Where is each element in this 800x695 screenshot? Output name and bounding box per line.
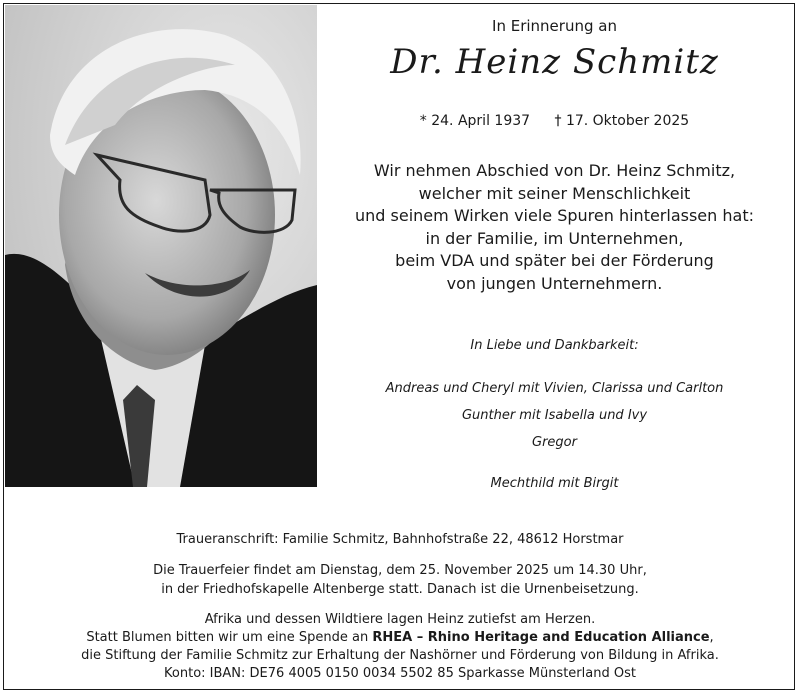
paragraph-line: von jungen Unternehmern. [446, 273, 663, 293]
paragraph-line: beim VDA und später bei der Förderung [395, 251, 714, 271]
portrait-image [5, 5, 317, 487]
donation-organization: RHEA – Rhino Heritage and Education Alliance [372, 630, 710, 645]
life-dates [317, 113, 792, 129]
family-member-line: Gregor [532, 435, 577, 450]
donation-text: Statt Blumen bitten wir um eine Spende an [86, 630, 369, 645]
bank-account: Konto: IBAN: DE76 4005 0150 0034 5502 85 Sparkasse Münsterland Ost [164, 666, 636, 681]
paragraph-line: welcher mit seiner Menschlichkeit [418, 183, 691, 203]
family-member-line: Andreas und Cheryl mit Vivien, Clarissa und Carlton [385, 381, 724, 396]
mourning-address: Traueranschrift: Familie Schmitz, Bahnhofstraße 22, 48612 Horstmar [176, 532, 624, 547]
donation-line: Afrika und dessen Wildtiere lagen Heinz zutiefst am Herzen. [204, 612, 596, 627]
death-date: † 17. Oktober 2025 [554, 113, 690, 129]
donation-punct: , [709, 630, 714, 645]
paragraph-line: Wir nehmen Abschied von Dr. Heinz Schmitz, [373, 161, 736, 180]
birth-date: * 24. April 1937 [419, 113, 531, 129]
donation-line: die Stiftung der Familie Schmitz zur Erhaltung der Nashörner und Förderung von Bildung in Afrika. [81, 648, 719, 663]
donation-line [0, 630, 800, 645]
ceremony-line: in der Friedhofskapelle Altenberge statt. Danach ist die Urnenbeisetzung. [161, 582, 639, 597]
ceremony-line: Die Trauerfeier findet am Dienstag, dem 25. November 2025 um 14.30 Uhr, [153, 563, 647, 578]
paragraph-line: in der Familie, im Unternehmen, [425, 228, 684, 248]
family-member-line: Mechthild mit Birgit [490, 476, 619, 491]
paragraph-line: und seinem Wirken viele Spuren hinterlassen hat: [355, 206, 754, 226]
farewell-paragraph [317, 160, 792, 296]
family-member-line: Gunther mit Isabella und Ivy [461, 408, 648, 423]
intro-text: In Erinnerung an [492, 17, 617, 35]
closing-phrase: In Liebe und Dankbarkeit: [470, 338, 639, 353]
deceased-name: Dr. Heinz Schmitz [390, 42, 719, 82]
portrait-photo [5, 5, 317, 487]
